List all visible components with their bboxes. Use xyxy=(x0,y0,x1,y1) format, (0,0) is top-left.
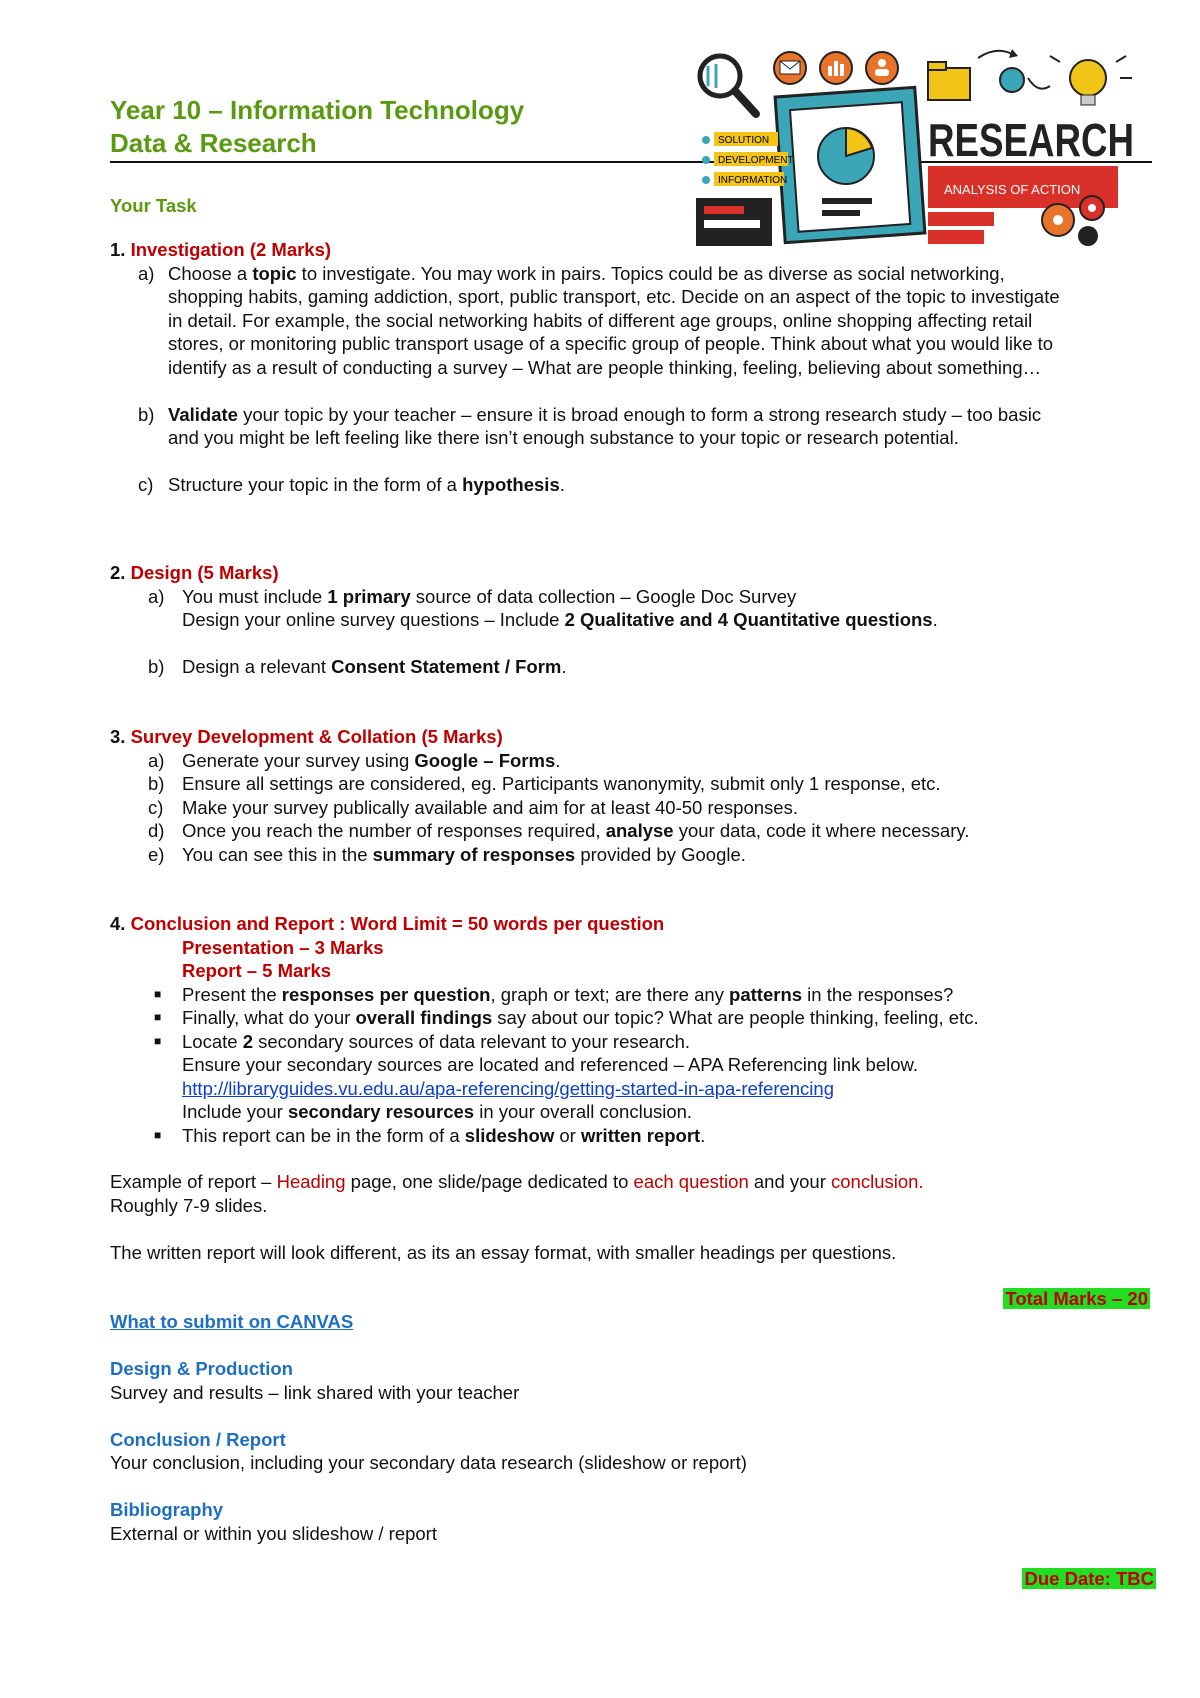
list-item-2a: a) You must include 1 primary source of data collection – Google Doc Survey Design your online survey questions – Include 2 Qualitative and 4 Quantitative questions. xyxy=(148,585,938,630)
bullet-item-2: ■ Finally, what do your overall findings say about our topic? What are people thinking, feeling, etc. xyxy=(154,1007,979,1028)
conclusion-report-heading: Conclusion / Report xyxy=(110,1428,286,1450)
bullet-item-1: ■ Present the responses per question, graph or text; are there any patterns in the responses? xyxy=(154,983,954,1005)
folder-icon xyxy=(928,62,970,100)
submit-section xyxy=(110,1310,1160,1545)
design-production-heading: Design & Production xyxy=(110,1358,293,1379)
bullet-icon: ■ xyxy=(154,1127,162,1142)
document-title xyxy=(110,94,524,160)
list-item-3d: d) Once you reach the number of responses required, analyse your data, code it where necessary. xyxy=(148,820,970,841)
section-investigation xyxy=(110,238,1160,497)
report-marks: Report – 5 Marks xyxy=(182,960,332,981)
section-4-number: 4. xyxy=(110,913,126,934)
conclusion-report-text: Your conclusion, including your secondary data research (slideshow or report) xyxy=(110,1452,747,1473)
list-item-1a: a) Choose a topic to investigate. You may work in pairs. Topics could be as diverse as social networking, shopping habits, gaming addiction, sport, public transport, etc. Decide on an aspect of the topic to investigate in detail. For example, the social networking habits of different age groups, online shopping affecting retail stores, or monitoring public transport usage of a specific group of people. Think about what you would like to identify as a result of conducting a survey – What are people thinking, feeling, believing about something… xyxy=(138,262,1060,378)
presentation-marks: Presentation – 3 Marks xyxy=(182,936,384,958)
list-item-3c: c) Make your survey publically available and aim for at least 40-50 responses. xyxy=(148,796,798,818)
label-solution: SOLUTION xyxy=(718,135,770,146)
bullet-item-4: ■ This report can be in the form of a slideshow or written report. xyxy=(154,1124,706,1146)
section-2-heading: Design (5 Marks) xyxy=(130,562,279,583)
example-paragraph: Example of report – Heading page, one slide/page dedicated to each question and your conclusion. Roughly 7-9 slides. The written report will look different, as its an essay format, with smaller headings per questions. xyxy=(110,1171,924,1263)
research-logo xyxy=(928,114,1134,246)
list-item-2b: b) Design a relevant Consent Statement / Form. xyxy=(148,656,567,677)
list-item-1c: c) Structure your topic in the form of a hypothesis. xyxy=(138,474,565,495)
title-line-1: Year 10 – Information Technology xyxy=(110,95,525,125)
bullet-icon: ■ xyxy=(154,986,162,1001)
section-design xyxy=(110,561,1160,679)
due-date-badge: Due Date: TBC xyxy=(1024,1568,1154,1589)
label-information: INFORMATION xyxy=(718,175,788,186)
clipboard-board xyxy=(775,87,925,242)
section-2-number: 2. xyxy=(110,562,126,583)
section-3-number: 3. xyxy=(110,726,126,747)
canvas-submit-link[interactable]: What to submit on CANVAS xyxy=(110,1311,354,1332)
apa-referencing-link[interactable]: http://libraryguides.vu.edu.au/apa-referencing/getting-started-in-apa-referencing xyxy=(182,1077,834,1099)
arrow-doodle xyxy=(978,49,1050,92)
your-task-heading: Your Task xyxy=(110,195,197,216)
bibliography-text: External or within you slideshow / report xyxy=(110,1522,437,1544)
pie-chart-icon xyxy=(818,128,874,184)
label-development: DEVELOPMENT xyxy=(718,155,794,166)
lightbulb-icon xyxy=(1050,56,1132,105)
list-item-1b: b) Validate your topic by your teacher – ensure it is broad enough to form a strong research study – too basic and you might be left feeling like there isn’t enough substance to your topic or research potential. xyxy=(138,403,1042,448)
design-production-text: Survey and results – link shared with your teacher xyxy=(110,1381,520,1403)
chart-icon xyxy=(820,52,852,84)
bullet-icon: ■ xyxy=(154,1010,162,1024)
section-survey-development xyxy=(110,725,1160,866)
section-3-heading: Survey Development & Collation (5 Marks) xyxy=(130,726,503,747)
magnifier-icon xyxy=(700,56,756,114)
section-4-heading: Conclusion and Report : Word Limit = 50 words per question xyxy=(130,913,665,934)
list-item-3e: e) You can see this in the summary of responses provided by Google. xyxy=(148,843,746,865)
section-conclusion-report xyxy=(110,912,1160,1147)
list-item-3a: a) Generate your survey using Google – Forms. xyxy=(148,749,561,771)
list-item-3b: b) Ensure all settings are considered, eg. Participants wanonymity, submit only 1 response, etc. xyxy=(148,773,941,794)
mail-icon xyxy=(774,52,806,84)
section-1-number: 1. xyxy=(110,239,126,260)
total-marks-badge: Total Marks – 20 xyxy=(1005,1288,1148,1309)
title-line-2: Data & Research xyxy=(110,128,317,158)
research-logo-word: RESEARCH xyxy=(928,114,1134,166)
bullet-icon: ■ xyxy=(154,1033,162,1048)
section-1-heading: Investigation (2 Marks) xyxy=(130,239,332,260)
label-analysis: ANALYSIS OF ACTION xyxy=(944,182,1081,197)
person-icon xyxy=(866,52,898,84)
bibliography-heading: Bibliography xyxy=(110,1499,224,1520)
bullet-item-3: ■ Locate 2 secondary sources of data relevant to your research. Ensure your secondary sources are located and referenced – APA Referencing link below. http://libraryguides.vu.edu.au/apa-referencing/getting-started-in-apa-referencing Include your secondary resources in your overall conclusion. xyxy=(154,1030,918,1122)
